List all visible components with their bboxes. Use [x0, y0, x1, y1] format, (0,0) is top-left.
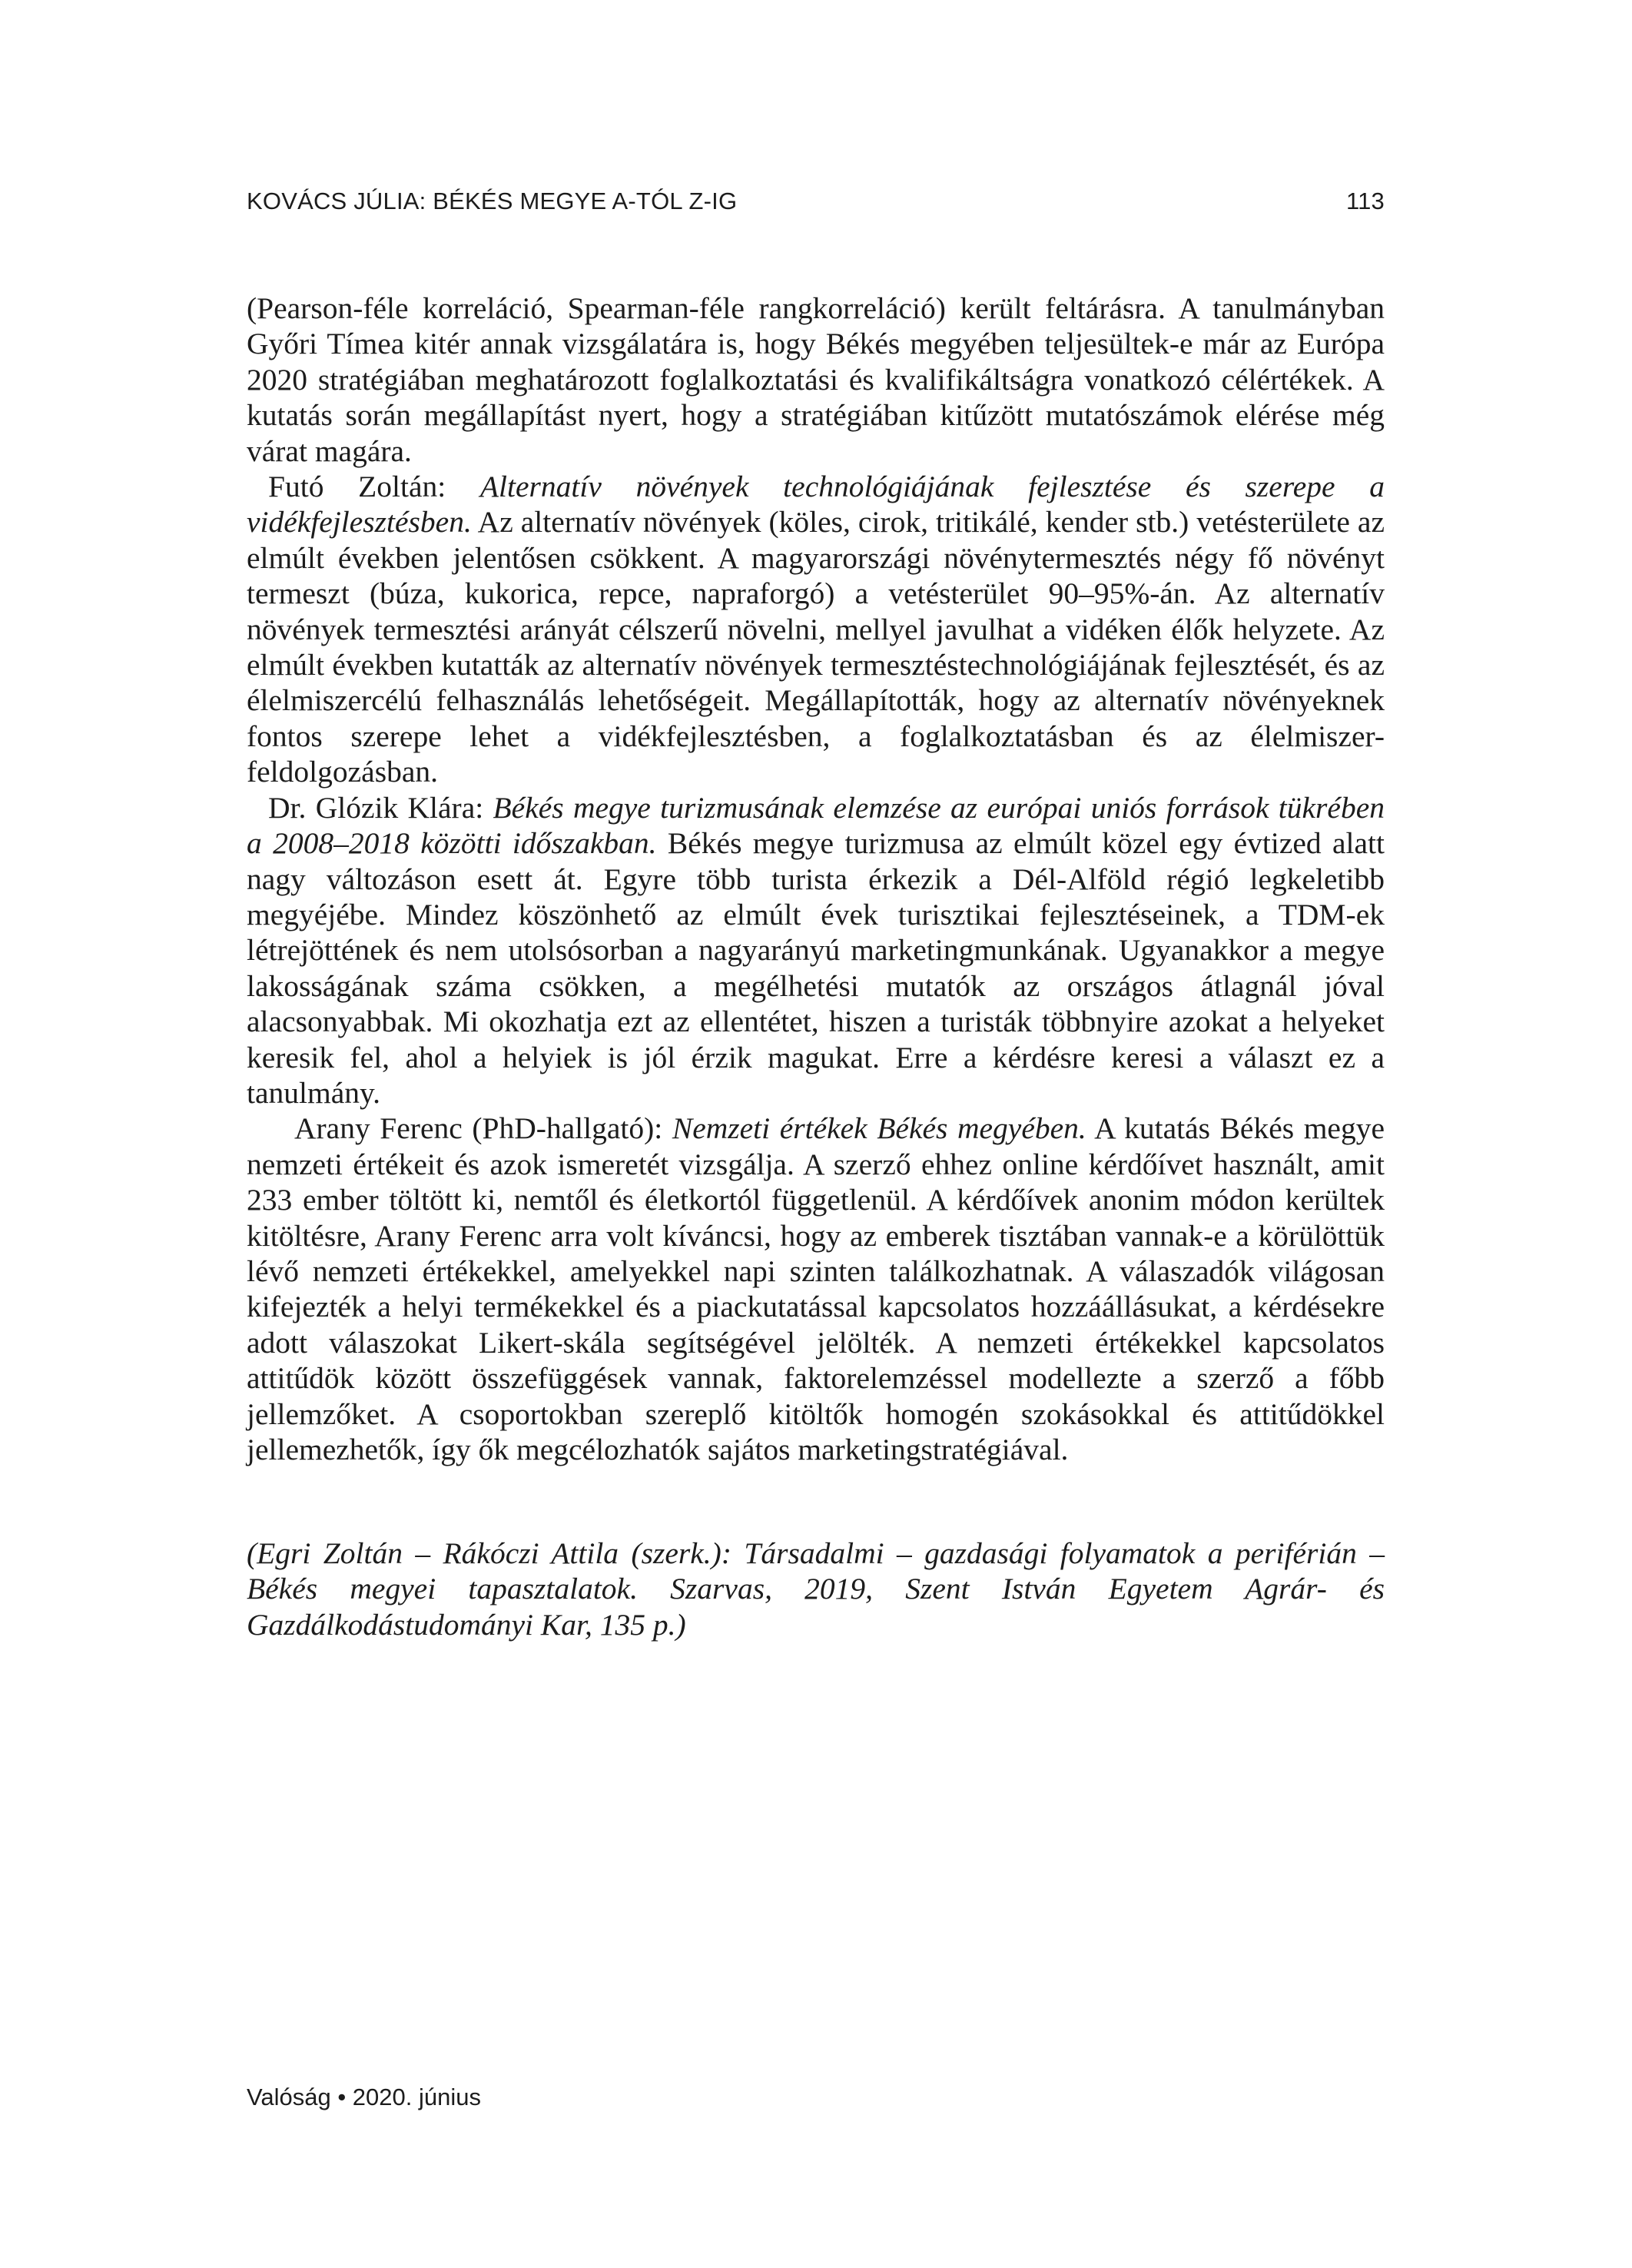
paragraph-3-author: Dr. Glózik Klára: — [268, 790, 493, 825]
paragraph-1-text: (Pearson-féle korreláció, Spearman-féle rangkorreláció) került feltárásra. A tanulmányban Győri Tímea kitér annak vizsgálatára is, hogy Békés megyében teljesültek-e már az Európa 2020 stratégiában meghatározott foglalkoztatási és kvalifikáltságra vonatkozó célértékek. A kutatás során megállapítást nyert, hogy a stratégiában kitűzött mutatószámok elérése még várat magára. — [247, 291, 1385, 468]
book-citation: (Egri Zoltán – Rákóczi Attila (szerk.): Társadalmi – gazdasági folyamatok a periférián – Békés megyei tapasztalatok. Szarvas, 2019, Szent István Egyetem Agrár- és Gazdálkodástudományi Kar, 135 p.) — [247, 1536, 1385, 1642]
paragraph-3-text: Békés megye turizmusa az elmúlt közel egy évtized alatt nagy változáson esett át. Egyre több turista érkezik a Dél-Alföld régió legkeletibb megyéjébe. Mindez köszönhető az elmúlt évek turisztikai fejlesztéseinek, a TDM-ek létrejöttének és nem utolsósorban a nagyarányú marketingmunkának. Ugyanakkor a megye lakosságának száma csökken, a megélhetési mutatók az országos átlagnál jóval alacsonyabbak. Mi okozhatja ezt az ellentétet, hiszen a turisták többnyire azokat a helyeket keresik fel, ahol a helyiek is jól érzik magukat. Erre a kérdésre keresi a választ ez a tanulmány. — [247, 826, 1385, 1110]
paragraph-4 — [247, 1111, 1385, 1467]
paragraph-4-title: Nemzeti értékek Békés megyében. — [672, 1111, 1086, 1146]
paragraph-3-title: Békés megye turizmusának elemzése az európai uniós források tükrében a 2008–2018 közötti időszakban. — [247, 790, 1385, 861]
paragraph-2-title: Alternatív növények technológiájának fejlesztése és szerepe a vidékfejlesztésben. — [247, 470, 1385, 540]
journal-issue: Valóság • 2020. június — [247, 2084, 481, 2110]
paragraph-2-author: Futó Zoltán: — [268, 470, 480, 504]
page-number: 113 — [1345, 188, 1385, 214]
paragraph-4-author: Arany Ferenc (PhD-hallgató): — [294, 1111, 672, 1146]
paragraph-4-text: A kutatás Békés megye nemzeti értékeit és azok ismeretét vizsgálja. A szerző ehhez online kérdőívet használt, amit 233 ember töltött ki, nemtől és életkortól függetlenül. A kérdőívek anonim módon kerültek kitöltésre, Arany Ferenc arra volt kíváncsi, hogy az emberek tisztában vannak-e a körülöttük lévő nemzeti értékekkel, amelyekkel napi szinten találkozhatnak. A válaszadók világosan kifejezték a helyi termékekkel és a piackutatással kapcsolatos hozzáállásukat, a kérdésekre adott válaszokat Likert-skála segítségével jelölték. A nemzeti értékekkel kapcsolatos attitűdök között összefüggések vannak, faktorelemzéssel modellezte a szerző a főbb jellemzőket. A csoportokban szereplő kitöltők homogén szokásokkal és attitűdökkel jellemezhetők, így ők megcélozhatók sajátos marketingstratégiával. — [247, 1111, 1385, 1466]
article-body — [247, 291, 1385, 1467]
paragraph-3 — [247, 790, 1385, 1111]
paragraph-1 — [247, 291, 1385, 469]
running-title: KOVÁCS JÚLIA: BÉKÉS MEGYE A-TÓL Z-IG — [247, 188, 738, 214]
page-footer — [247, 2084, 481, 2111]
running-header — [247, 188, 1385, 215]
paragraph-2-text: Az alternatív növények (köles, cirok, tritikálé, kender stb.) vetésterülete az elmúlt években jelentősen csökkent. A magyarországi növénytermesztés négy fő növényt termeszt (búza, kukorica, repce, napraforgó) a vetésterület 90–95%-án. Az alternatív növények termesztési arányát célszerű növelni, mellyel javulhat a vidéken élők helyzete. Az elmúlt években kutatták az alternatív növények termesztéstechnológiájának fejlesztését, és az élelmiszercélú felhasználás lehetőségeit. Megállapították, hogy az alternatív növényeknek fontos szerepe lehet a vidékfejlesztésben, a foglalkoztatásban és az élelmiszer-feldolgozásban. — [247, 505, 1385, 789]
paragraph-2 — [247, 469, 1385, 790]
